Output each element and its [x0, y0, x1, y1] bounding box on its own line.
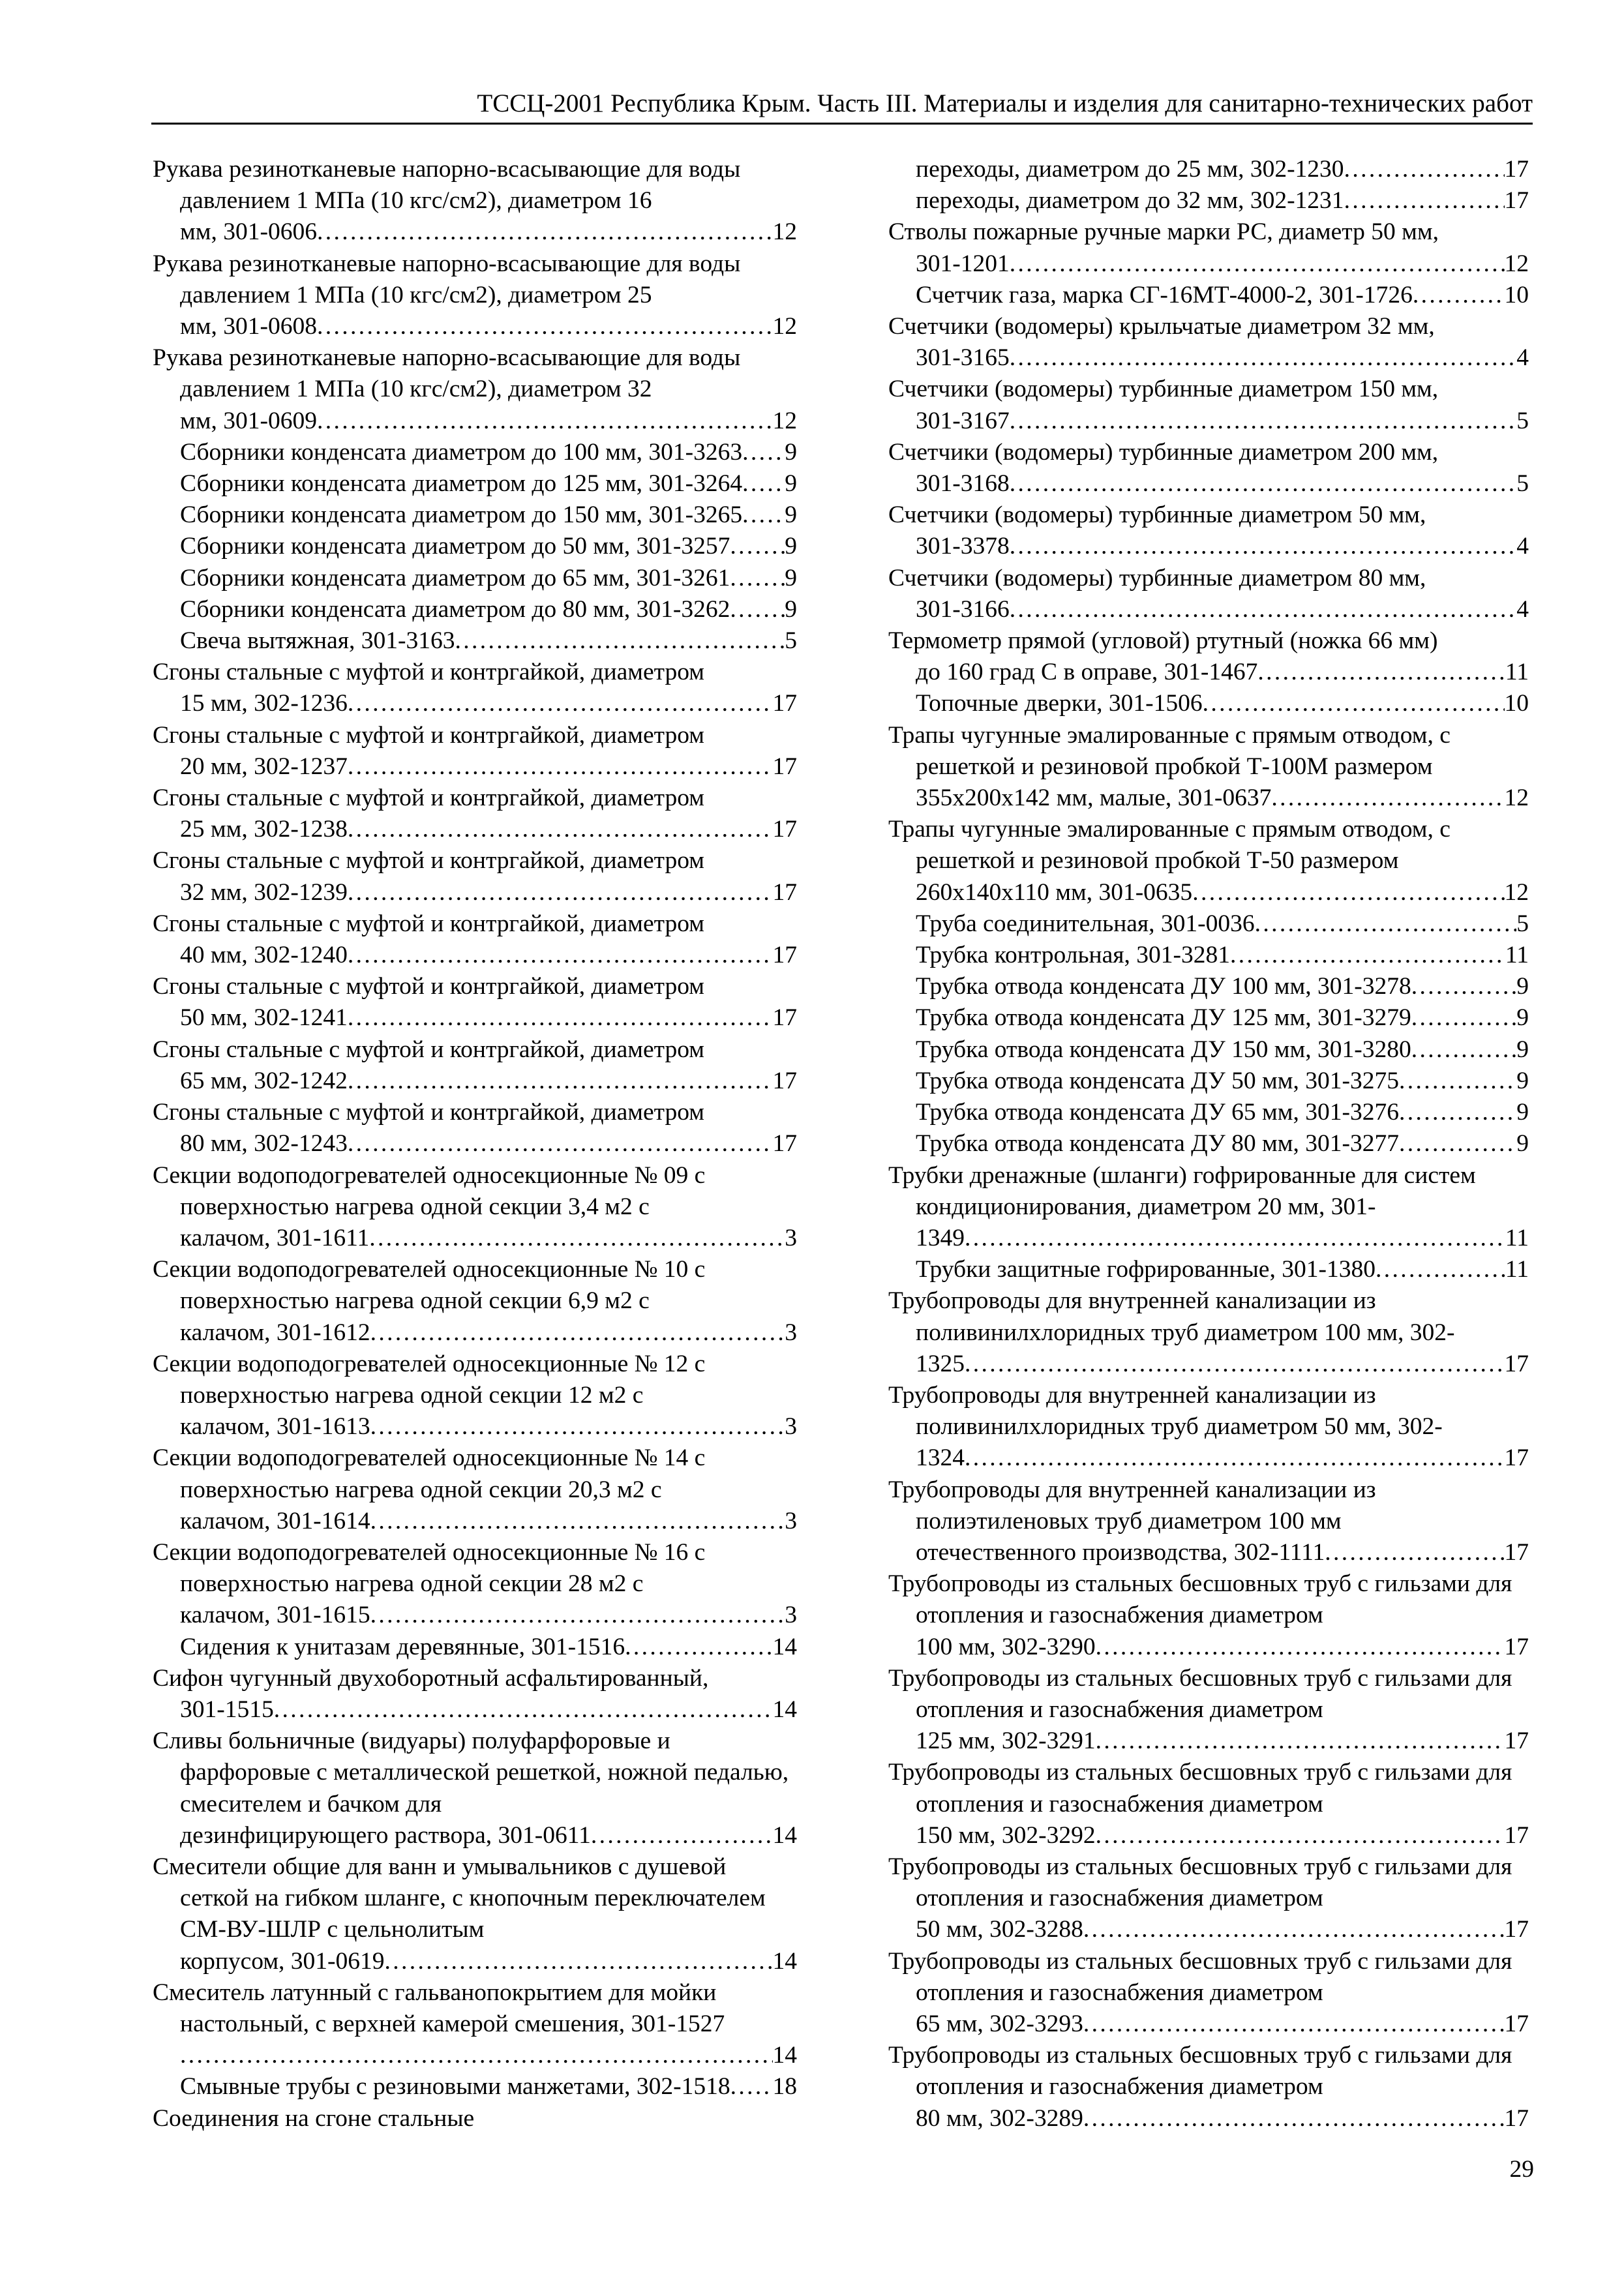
- page-number: 29: [1509, 2156, 1534, 2183]
- entry-text: Трубопроводы для внутренней канализации из полиэтиленовых труб диаметром 100 мм: [888, 1476, 1376, 1534]
- index-entry: [888, 1097, 1529, 1128]
- entry-page-number: 12: [1504, 785, 1529, 812]
- entry-text: Сгоны стальные с муфтой и контргайкой, диаметром: [153, 1036, 705, 1063]
- entry-last-line: 260x140x110 мм, 301-0635: [916, 878, 1193, 906]
- index-entry: [153, 154, 797, 248]
- index-entry: [888, 940, 1529, 971]
- entry-page-number: 3: [785, 1413, 797, 1441]
- entry-last-line: Сидения к унитазам деревянные, 301-1516: [180, 1633, 625, 1660]
- dot-leader: [742, 500, 785, 531]
- index-entry: [153, 1851, 797, 1977]
- entry-last-line: Счетчик газа, марка СГ-16МТ-4000-2, 301-1726: [916, 281, 1413, 308]
- entry-last-line: 32 мм, 302-1239: [180, 878, 348, 906]
- entry-text: Трубопроводы из стальных бесшовных труб с гильзами для отопления и газоснабжения диаметром: [888, 1853, 1512, 1912]
- dot-leader: [1325, 1537, 1504, 1568]
- index-entry: [888, 500, 1529, 562]
- index-entry: [153, 971, 797, 1034]
- index-entry: [153, 468, 797, 500]
- dot-leader: [317, 311, 773, 342]
- dot-leader: [1413, 280, 1505, 311]
- index-entry: [888, 1002, 1529, 1034]
- entry-text: Счетчики (водомеры) турбинные диаметром 80 мм,: [888, 564, 1426, 591]
- entry-last-line: Трубка отвода конденсата ДУ 65 мм, 301-3276: [916, 1099, 1399, 1126]
- entry-text: Смеситель латунный с гальванопокрытием для мойки настольный, с верхней камерой смешения, 301-1527: [153, 1979, 725, 2037]
- entry-text: Трубопроводы для внутренней канализации из поливинилхлоридных труб диаметром 50 мм, 302-: [888, 1381, 1443, 1441]
- entry-last-line: 80 мм, 302-3289: [916, 2104, 1083, 2132]
- entry-page-number: 9: [1516, 1036, 1529, 1063]
- entry-text: Сгоны стальные с муфтой и контргайкой, диаметром: [153, 910, 705, 937]
- index-entry: [888, 1757, 1529, 1851]
- entry-page-number: 18: [772, 2073, 797, 2101]
- entry-last-line: 150 мм, 302-3292: [916, 1821, 1096, 1849]
- dot-leader: [1010, 468, 1517, 500]
- entry-text: Трубопроводы из стальных бесшовных труб с гильзами для отопления и газоснабжения диаметром: [888, 1759, 1512, 1818]
- index-entry: [153, 1034, 797, 1097]
- entry-page-number: 17: [772, 1130, 797, 1158]
- index-entry: [153, 908, 797, 971]
- entry-page-number: 17: [772, 816, 797, 843]
- dot-leader: [591, 1820, 773, 1851]
- entry-page-number: 17: [772, 753, 797, 780]
- entry-page-number: 17: [1504, 187, 1529, 215]
- entry-last-line: 15 мм, 302-1236: [180, 690, 348, 717]
- dot-leader: [1083, 2103, 1505, 2134]
- dot-leader: [1010, 531, 1517, 562]
- entry-page-number: 10: [1504, 281, 1529, 308]
- index-entry: [888, 1160, 1529, 1255]
- dot-leader: [730, 2071, 773, 2102]
- entry-last-line: Топочные дверки, 301-1506: [916, 690, 1203, 717]
- index-entry: [888, 1474, 1529, 1569]
- entry-page-number: 17: [772, 1004, 797, 1032]
- entry-text: Трубопроводы из стальных бесшовных труб с гильзами для отопления и газоснабжения диаметром: [888, 2042, 1512, 2101]
- entry-last-line: 65 мм, 302-3293: [916, 2010, 1083, 2037]
- entry-text: Трубопроводы из стальных бесшовных труб с гильзами для отопления и газоснабжения диаметром: [888, 1664, 1512, 1723]
- dot-leader: [965, 1223, 1505, 1254]
- entry-page-number: 11: [1505, 942, 1529, 969]
- entry-page-number: 17: [772, 942, 797, 969]
- entry-text: Секции водоподогревателей односекционные № 10 с поверхностью нагрева одной секции 6,9 м2 с: [153, 1256, 706, 1315]
- dot-leader: [348, 1066, 773, 1097]
- entry-last-line: 301-3165: [916, 344, 1010, 372]
- dot-leader: [317, 406, 773, 437]
- entry-page-number: 9: [785, 470, 797, 498]
- entry-last-line: 125 мм, 302-3291: [916, 1728, 1096, 1755]
- entry-last-line: 25 мм, 302-1238: [180, 816, 348, 843]
- entry-last-line: 301-3167: [916, 407, 1010, 434]
- entry-text: Секции водоподогревателей односекционные № 16 с поверхностью нагрева одной секции 28 м2 с: [153, 1538, 706, 1598]
- entry-text: Сифон чугунный двухоборотный асфальтированный,: [153, 1664, 709, 1692]
- dot-leader: [385, 1946, 773, 1977]
- dot-leader: [1257, 657, 1505, 688]
- dot-leader: [1010, 342, 1517, 374]
- entry-last-line: Сборники конденсата диаметром до 100 мм, 301-3263: [180, 438, 743, 466]
- entry-text: Термометр прямой (угловой) ртутный (ножка 66 мм): [888, 627, 1438, 655]
- dot-leader: [1399, 1128, 1516, 1159]
- entry-page-number: 17: [1504, 2104, 1529, 2132]
- index-entry: [888, 1568, 1529, 1663]
- dot-leader: [730, 594, 785, 625]
- dot-leader: [370, 1600, 785, 1631]
- dot-leader: [348, 1002, 773, 1034]
- entry-text: Счетчики (водомеры) турбинные диаметром 50 мм,: [888, 501, 1426, 529]
- running-header: ТССЦ-2001 Республика Крым. Часть III. Материалы и изделия для санитарно-технических работ: [151, 89, 1533, 125]
- entry-page-number: 11: [1505, 659, 1529, 686]
- index-column-left: [153, 154, 797, 2134]
- entry-text: Счетчики (водомеры) турбинные диаметром 150 мм,: [888, 376, 1439, 403]
- index-entry: [153, 1097, 797, 1159]
- entry-text: Трубопроводы для внутренней канализации из поливинилхлоридных труб диаметром 100 мм, 302-: [888, 1287, 1455, 1346]
- entry-page-number: 5: [1516, 910, 1529, 937]
- dot-leader: [1192, 877, 1504, 908]
- entry-last-line: 355x200x142 мм, малые, 301-0637: [916, 785, 1272, 812]
- dot-leader: [1096, 1726, 1505, 1757]
- dot-leader: [348, 877, 773, 908]
- entry-text: Сливы больничные (видуары) полуфарфоровые и фарфоровые с металлической решеткой, ножной педалью, смесителем и бачком для: [153, 1728, 789, 1818]
- entry-page-number: 12: [772, 407, 797, 434]
- entry-text: Счетчики (водомеры) турбинные диаметром 200 мм,: [888, 438, 1439, 466]
- entry-page-number: 17: [1504, 1538, 1529, 1566]
- index-entry: [153, 1349, 797, 1443]
- dot-leader: [1344, 185, 1505, 217]
- index-entry: [153, 1443, 797, 1537]
- entry-last-line: 301-3166: [916, 595, 1010, 623]
- entry-last-line: 301-3168: [916, 470, 1010, 498]
- entry-last-line: Трубки защитные гофрированные, 301-1380: [916, 1256, 1376, 1283]
- entry-last-line: корпусом, 301-0619: [180, 1947, 385, 1975]
- entry-page-number: 9: [785, 595, 797, 623]
- entry-page-number: 4: [1516, 533, 1529, 560]
- index-entry: [888, 311, 1529, 374]
- entry-page-number: 9: [785, 533, 797, 560]
- index-entry: [888, 374, 1529, 436]
- dot-leader: [370, 1506, 785, 1537]
- dot-leader: [1271, 783, 1504, 814]
- entry-page-number: 17: [1504, 1821, 1529, 1849]
- index-entry: [153, 1663, 797, 1726]
- entry-page-number: 3: [785, 1319, 797, 1346]
- entry-text: Трапы чугунные эмалированные с прямым отводом, с решеткой и резиновой пробкой Т-50 размером: [888, 816, 1451, 875]
- index-entry: [153, 1537, 797, 1632]
- index-entry: [888, 908, 1529, 940]
- index-entry: [153, 1160, 797, 1255]
- index-entry: [888, 1380, 1529, 1474]
- entry-text: Трубопроводы из стальных бесшовных труб с гильзами для отопления и газоснабжения диаметром: [888, 1570, 1512, 1629]
- entry-last-line: 1349: [916, 1224, 965, 1251]
- index-entry: [153, 342, 797, 437]
- entry-last-line: 301-1201: [916, 250, 1010, 277]
- index-entry: [153, 1726, 797, 1851]
- entry-page-number: 3: [785, 1602, 797, 1629]
- entry-text: Сгоны стальные с муфтой и контргайкой, диаметром: [153, 973, 705, 1000]
- dot-leader: [1010, 248, 1505, 280]
- entry-last-line: 301-3378: [916, 533, 1010, 560]
- entry-page-number: 10: [1504, 690, 1529, 717]
- entry-last-line: Труба соединительная, 301-0036: [916, 910, 1255, 937]
- entry-page-number: 12: [1504, 250, 1529, 277]
- index-entry: [153, 531, 797, 562]
- entry-text: Стволы пожарные ручные марки РС, диаметр 50 мм,: [888, 218, 1439, 246]
- entry-text: Секции водоподогревателей односекционные № 09 с поверхностью нагрева одной секции 3,4 м2 с: [153, 1161, 706, 1220]
- index-entry: [153, 625, 797, 657]
- entry-page-number: 9: [1516, 1004, 1529, 1032]
- entry-page-number: 9: [1516, 1130, 1529, 1158]
- dot-leader: [1411, 1002, 1517, 1034]
- entry-page-number: 9: [785, 438, 797, 466]
- entry-page-number: 9: [1516, 1067, 1529, 1094]
- entry-last-line: 65 мм, 302-1242: [180, 1067, 348, 1094]
- index-entry: [153, 720, 797, 783]
- entry-text: Секции водоподогревателей односекционные № 14 с поверхностью нагрева одной секции 20,3 м2 с: [153, 1444, 706, 1503]
- index-entry: [888, 1851, 1529, 1946]
- entry-last-line: 301-1515: [180, 1696, 274, 1723]
- index-entry: [888, 437, 1529, 500]
- index-entry: [888, 1946, 1529, 2041]
- dot-leader: [730, 531, 785, 562]
- entry-last-line: Свеча вытяжная, 301-3163: [180, 627, 455, 655]
- entry-page-number: 9: [1516, 1099, 1529, 1126]
- dot-leader: [348, 1128, 773, 1159]
- entry-page-number: 12: [1504, 878, 1529, 906]
- entry-last-line: переходы, диаметром до 32 мм, 302-1231: [916, 187, 1344, 215]
- dot-leader: [742, 468, 785, 500]
- entry-last-line: Трубка отвода конденсата ДУ 50 мм, 301-3275: [916, 1067, 1399, 1094]
- entry-text: Трубопроводы из стальных бесшовных труб с гильзами для отопления и газоснабжения диаметром: [888, 1947, 1512, 2006]
- entry-last-line: Трубка отвода конденсата ДУ 125 мм, 301-3279: [916, 1004, 1411, 1032]
- entry-last-line: 20 мм, 302-1237: [180, 753, 348, 780]
- entry-last-line: калачом, 301-1611: [180, 1224, 370, 1251]
- entry-page-number: 17: [1504, 1633, 1529, 1660]
- index-column-right: [888, 154, 1529, 2134]
- entry-text: Рукава резинотканевые напорно-всасывающие для воды давлением 1 МПа (10 кгс/см2), диаметром 16: [153, 156, 741, 215]
- index-entry: [153, 248, 797, 343]
- entry-last-line: Трубка отвода конденсата ДУ 100 мм, 301-3278: [916, 973, 1411, 1000]
- entry-last-line: калачом, 301-1613: [180, 1413, 370, 1441]
- entry-last-line: 80 мм, 302-1243: [180, 1130, 348, 1158]
- entry-text: Рукава резинотканевые напорно-всасывающие для воды давлением 1 МПа (10 кгс/см2), диаметром 32: [153, 344, 741, 403]
- dot-leader: [625, 1632, 772, 1663]
- entry-last-line: Сборники конденсата диаметром до 50 мм, 301-3257: [180, 533, 730, 560]
- entry-text: Сгоны стальные с муфтой и контргайкой, диаметром: [153, 721, 705, 749]
- entry-last-line: 100 мм, 302-3290: [916, 1633, 1096, 1660]
- dot-leader: [455, 625, 785, 657]
- index-entry: [888, 1034, 1529, 1066]
- dot-leader: [180, 2040, 773, 2071]
- index-entry: [153, 563, 797, 594]
- dot-leader: [317, 217, 773, 248]
- index-entry: [888, 1663, 1529, 1758]
- entry-page-number: 14: [772, 1696, 797, 1723]
- index-entry: [153, 1632, 797, 1663]
- dot-leader: [1411, 1034, 1517, 1066]
- entry-last-line: Сборники конденсата диаметром до 80 мм, 301-3262: [180, 595, 730, 623]
- entry-last-line: до 160 град С в оправе, 301-1467: [916, 659, 1258, 686]
- entry-page-number: 9: [785, 564, 797, 591]
- index-entry: [888, 688, 1529, 719]
- entry-page-number: 17: [772, 878, 797, 906]
- dot-leader: [1399, 1066, 1516, 1097]
- dot-leader: [1010, 594, 1517, 625]
- entry-page-number: 3: [785, 1224, 797, 1251]
- entry-page-number: 11: [1505, 1256, 1529, 1283]
- entry-text: Сгоны стальные с муфтой и контргайкой, диаметром: [153, 785, 705, 812]
- dot-leader: [1344, 154, 1505, 185]
- entry-page-number: 17: [1504, 1728, 1529, 1755]
- entry-page-number: 12: [772, 218, 797, 246]
- entry-last-line: мм, 301-0606: [180, 218, 317, 246]
- dot-leader: [730, 563, 785, 594]
- entry-last-line: Смывные трубы с резиновыми манжетами, 302-1518: [180, 2073, 730, 2101]
- index-entry: [888, 720, 1529, 815]
- entry-text: Секции водоподогревателей односекционные № 12 с поверхностью нагрева одной секции 12 м2 с: [153, 1350, 706, 1409]
- entry-page-number: 14: [772, 1947, 797, 1975]
- index-entry: [153, 2103, 797, 2134]
- dot-leader: [274, 1694, 773, 1726]
- entry-page-number: 12: [772, 313, 797, 340]
- entry-page-number: 5: [785, 627, 797, 655]
- entry-last-line: 1325: [916, 1350, 965, 1377]
- dot-leader: [1376, 1254, 1505, 1285]
- dot-leader: [965, 1349, 1505, 1380]
- entry-last-line: 40 мм, 302-1240: [180, 942, 348, 969]
- entry-page-number: 5: [1516, 407, 1529, 434]
- entry-page-number: 11: [1505, 1224, 1529, 1251]
- dot-leader: [370, 1317, 785, 1349]
- entry-page-number: 5: [1516, 470, 1529, 498]
- entry-last-line: мм, 301-0608: [180, 313, 317, 340]
- entry-text: Трубки дренажные (шланги) гофрированные для систем кондиционирования, диаметром 20 мм, 301-: [888, 1161, 1476, 1220]
- dot-leader: [1096, 1632, 1505, 1663]
- entry-page-number: 17: [1504, 156, 1529, 183]
- entry-page-number: 17: [1504, 2010, 1529, 2037]
- entry-text: Сгоны стальные с муфтой и контргайкой, диаметром: [153, 659, 705, 686]
- entry-last-line: 50 мм, 302-1241: [180, 1004, 348, 1032]
- index-entry: [888, 625, 1529, 688]
- index-entry: [153, 594, 797, 625]
- dot-leader: [1399, 1097, 1516, 1128]
- entry-text: Соединения на сгоне стальные: [153, 2104, 475, 2132]
- index-entry: [888, 971, 1529, 1002]
- dot-leader: [1096, 1820, 1505, 1851]
- dot-leader: [1083, 2009, 1505, 2040]
- entry-last-line: калачом, 301-1612: [180, 1319, 370, 1346]
- entry-last-line: дезинфицирующего раствора, 301-0611: [180, 1821, 591, 1849]
- dot-leader: [348, 751, 773, 783]
- entry-last-line: калачом, 301-1614: [180, 1507, 370, 1534]
- dot-leader: [370, 1411, 785, 1443]
- index-entry: [153, 2071, 797, 2102]
- entry-text: Сгоны стальные с муфтой и контргайкой, диаметром: [153, 1099, 705, 1126]
- dot-leader: [1203, 688, 1505, 719]
- entry-text: Сгоны стальные с муфтой и контргайкой, диаметром: [153, 847, 705, 875]
- entry-page-number: 14: [772, 2042, 797, 2069]
- entry-last-line: отечественного производства, 302-1111: [916, 1538, 1325, 1566]
- entry-last-line: Трубка отвода конденсата ДУ 80 мм, 301-3277: [916, 1130, 1399, 1158]
- entry-last-line: Сборники конденсата диаметром до 150 мм, 301-3265: [180, 501, 743, 529]
- entry-last-line: Трубка отвода конденсата ДУ 150 мм, 301-3280: [916, 1036, 1411, 1063]
- entry-page-number: 17: [772, 1067, 797, 1094]
- index-entry: [153, 783, 797, 845]
- index-entry: [153, 845, 797, 908]
- dot-leader: [1083, 1914, 1505, 1945]
- index-entry: [888, 1285, 1529, 1380]
- entry-text: Рукава резинотканевые напорно-всасывающие для воды давлением 1 МПа (10 кгс/см2), диаметром 25: [153, 250, 741, 308]
- entry-page-number: 4: [1516, 344, 1529, 372]
- entry-page-number: 9: [785, 501, 797, 529]
- entry-last-line: 1324: [916, 1444, 965, 1472]
- index-entry: [153, 657, 797, 719]
- index-entry: [153, 1254, 797, 1349]
- entry-page-number: 3: [785, 1507, 797, 1534]
- dot-leader: [348, 814, 773, 845]
- entry-last-line: Трубка контрольная, 301-3281: [916, 942, 1230, 969]
- entry-last-line: мм, 301-0609: [180, 407, 317, 434]
- entry-page-number: 17: [1504, 1916, 1529, 1943]
- entry-last-line: калачом, 301-1615: [180, 1602, 370, 1629]
- entry-last-line: Сборники конденсата диаметром до 65 мм, 301-3261: [180, 564, 730, 591]
- index-entry: [888, 280, 1529, 311]
- index-entry: [888, 1128, 1529, 1159]
- dot-leader: [1411, 971, 1517, 1002]
- index-entry: [888, 154, 1529, 185]
- entry-page-number: 17: [1504, 1350, 1529, 1377]
- dot-leader: [1255, 908, 1517, 940]
- dot-leader: [369, 1223, 785, 1254]
- index-entry: [888, 814, 1529, 908]
- index-entry: [888, 185, 1529, 217]
- entry-last-line: Сборники конденсата диаметром до 125 мм, 301-3264: [180, 470, 743, 498]
- entry-page-number: 9: [1516, 973, 1529, 1000]
- index-entry: [153, 500, 797, 531]
- index-entry: [153, 437, 797, 468]
- entry-page-number: 14: [772, 1633, 797, 1660]
- entry-page-number: 17: [772, 690, 797, 717]
- index-entry: [888, 217, 1529, 279]
- index-entry: [888, 1254, 1529, 1285]
- entry-text: Счетчики (водомеры) крыльчатые диаметром 32 мм,: [888, 313, 1435, 340]
- index-entry: [888, 563, 1529, 625]
- dot-leader: [348, 688, 773, 719]
- entry-page-number: 14: [772, 1821, 797, 1849]
- entry-text: Трапы чугунные эмалированные с прямым отводом, с решеткой и резиновой пробкой Т-100М размером: [888, 721, 1451, 780]
- entry-page-number: 17: [1504, 1444, 1529, 1472]
- dot-leader: [1010, 406, 1517, 437]
- entry-last-line: переходы, диаметром до 25 мм, 302-1230: [916, 156, 1344, 183]
- entry-last-line: 50 мм, 302-3288: [916, 1916, 1083, 1943]
- dot-leader: [742, 437, 785, 468]
- index-entry: [153, 1977, 797, 2072]
- dot-leader: [348, 940, 773, 971]
- index-entry: [888, 2040, 1529, 2134]
- dot-leader: [1230, 940, 1505, 971]
- entry-text: Смесители общие для ванн и умывальников с душевой сеткой на гибком шланге, с кнопочным переключателем СМ-ВУ-ШЛР с цельнолитым: [153, 1853, 766, 1943]
- entry-page-number: 4: [1516, 595, 1529, 623]
- index-entry: [888, 1066, 1529, 1097]
- dot-leader: [965, 1443, 1505, 1474]
